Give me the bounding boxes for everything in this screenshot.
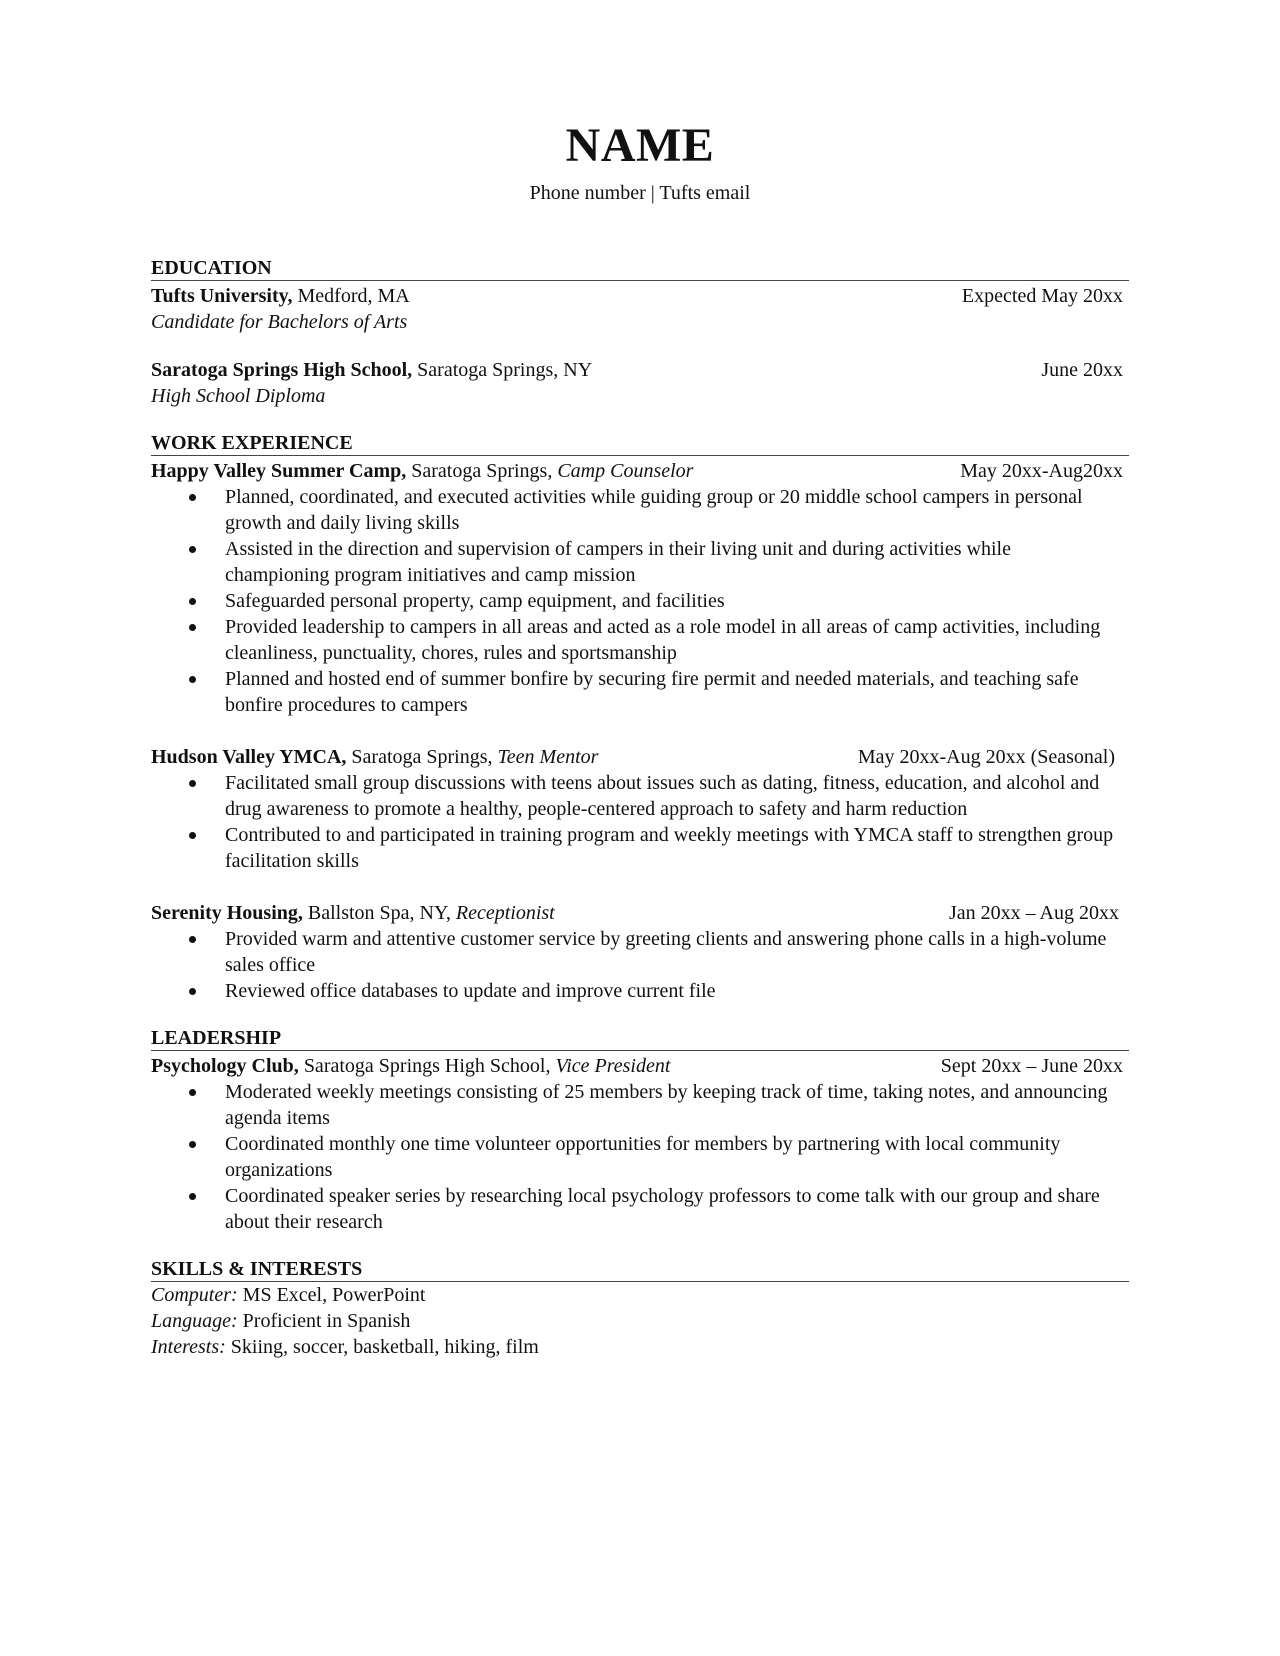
employer-name: Serenity Housing, [151, 902, 303, 924]
bullet-list [151, 770, 1129, 874]
bullet-item: Safeguarded personal property, camp equipment, and facilities [151, 588, 1129, 614]
institution-location: Medford, MA [292, 285, 410, 307]
job-title: Teen Mentor [497, 746, 599, 768]
section-title: LEADERSHIP [151, 1026, 1129, 1051]
position-title: Vice President [555, 1055, 671, 1077]
bullet-list [151, 1079, 1129, 1235]
skill-interests: Interests: Skiing, soccer, basketball, hiking, film [151, 1336, 539, 1358]
bullet-icon [189, 780, 196, 787]
entry-date: May 20xx-Aug20xx [960, 460, 1123, 482]
bullet-item: Provided leadership to campers in all areas and acted as a role model in all areas of camp activities, including cleanliness, punctuality, chores, rules and sportsmanship [151, 614, 1129, 666]
bullet-item: Coordinated speaker series by researching local psychology professors to come talk with our group and share about their research [151, 1183, 1129, 1235]
bullet-icon [189, 1141, 196, 1148]
resume-body [151, 256, 1129, 1382]
entry-date: Expected May 20xx [961, 285, 1123, 307]
bullet-icon [189, 676, 196, 683]
bullet-icon [189, 598, 196, 605]
bullet-icon [189, 1089, 196, 1096]
entry-date: June 20xx [1041, 359, 1123, 381]
section-title: SKILLS & INTERESTS [151, 1257, 1129, 1282]
institution-name: Tufts University, [151, 285, 293, 307]
bullet-item: Planned, coordinated, and executed activities while guiding group or 20 middle school campers in personal growth and daily living skills [151, 484, 1129, 536]
organization-name: Psychology Club, [151, 1055, 299, 1077]
employer-name: Happy Valley Summer Camp, [151, 460, 407, 482]
employer-location: Ballston Spa, NY, [302, 902, 456, 924]
job-title: Receptionist [455, 902, 555, 924]
bullet-icon [189, 832, 196, 839]
bullet-item: Contributed to and participated in training program and weekly meetings with YMCA staff to strengthen group facilitation skills [151, 822, 1129, 874]
bullet-item: Planned and hosted end of summer bonfire by securing fire permit and needed materials, and teaching safe bonfire procedures to campers [151, 666, 1129, 718]
section-title: WORK EXPERIENCE [151, 431, 1129, 456]
work-experience-section [151, 431, 1129, 1004]
entry-date: May 20xx-Aug 20xx (Seasonal) [857, 746, 1115, 768]
bullet-item: Provided warm and attentive customer service by greeting clients and answering phone calls in a high-volume sales office [151, 926, 1129, 978]
bullet-icon [189, 546, 196, 553]
entry-date: Sept 20xx – June 20xx [940, 1055, 1123, 1077]
work-entry [151, 458, 1129, 718]
bullet-icon [189, 936, 196, 943]
candidate-name: NAME [565, 119, 715, 172]
skills-section [151, 1257, 1129, 1360]
bullet-list [151, 926, 1129, 1004]
leadership-entry [151, 1053, 1129, 1235]
work-entry [151, 744, 1129, 874]
bullet-item: Moderated weekly meetings consisting of 25 members by keeping track of time, taking notes, and announcing agenda items [151, 1079, 1129, 1131]
bullet-item: Facilitated small group discussions with teens about issues such as dating, fitness, education, and alcohol and drug awareness to promote a healthy, people-centered approach to safety and harm reduction [151, 770, 1129, 822]
contact-line: Phone number | Tufts email [529, 182, 751, 204]
institution-name: Saratoga Springs High School, [151, 359, 413, 381]
degree: Candidate for Bachelors of Arts [151, 311, 408, 333]
entry-date: Jan 20xx – Aug 20xx [949, 902, 1119, 924]
degree: High School Diploma [151, 385, 326, 407]
skill-language: Language: Proficient in Spanish [151, 1310, 411, 1332]
organization-location: Saratoga Springs High School, [298, 1055, 556, 1077]
education-entry [151, 357, 1129, 409]
bullet-item: Coordinated monthly one time volunteer opportunities for members by partnering with local community organizations [151, 1131, 1129, 1183]
bullet-list [151, 484, 1129, 718]
job-title: Camp Counselor [557, 460, 694, 482]
institution-location: Saratoga Springs, NY [412, 359, 593, 381]
bullet-icon [189, 494, 196, 501]
bullet-item: Assisted in the direction and supervision of campers in their living unit and during activities while championing program initiatives and camp mission [151, 536, 1129, 588]
employer-location: Saratoga Springs, [406, 460, 558, 482]
work-entry [151, 900, 1129, 1004]
bullet-icon [189, 988, 196, 995]
resume-header [0, 118, 1280, 206]
bullet-item: Reviewed office databases to update and improve current file [151, 978, 1129, 1004]
education-entry [151, 283, 1129, 335]
employer-location: Saratoga Springs, [346, 746, 498, 768]
employer-name: Hudson Valley YMCA, [151, 746, 347, 768]
section-title: EDUCATION [151, 256, 1129, 281]
education-section [151, 256, 1129, 409]
bullet-icon [189, 624, 196, 631]
skill-computer: Computer: MS Excel, PowerPoint [151, 1284, 426, 1306]
leadership-section [151, 1026, 1129, 1235]
bullet-icon [189, 1193, 196, 1200]
